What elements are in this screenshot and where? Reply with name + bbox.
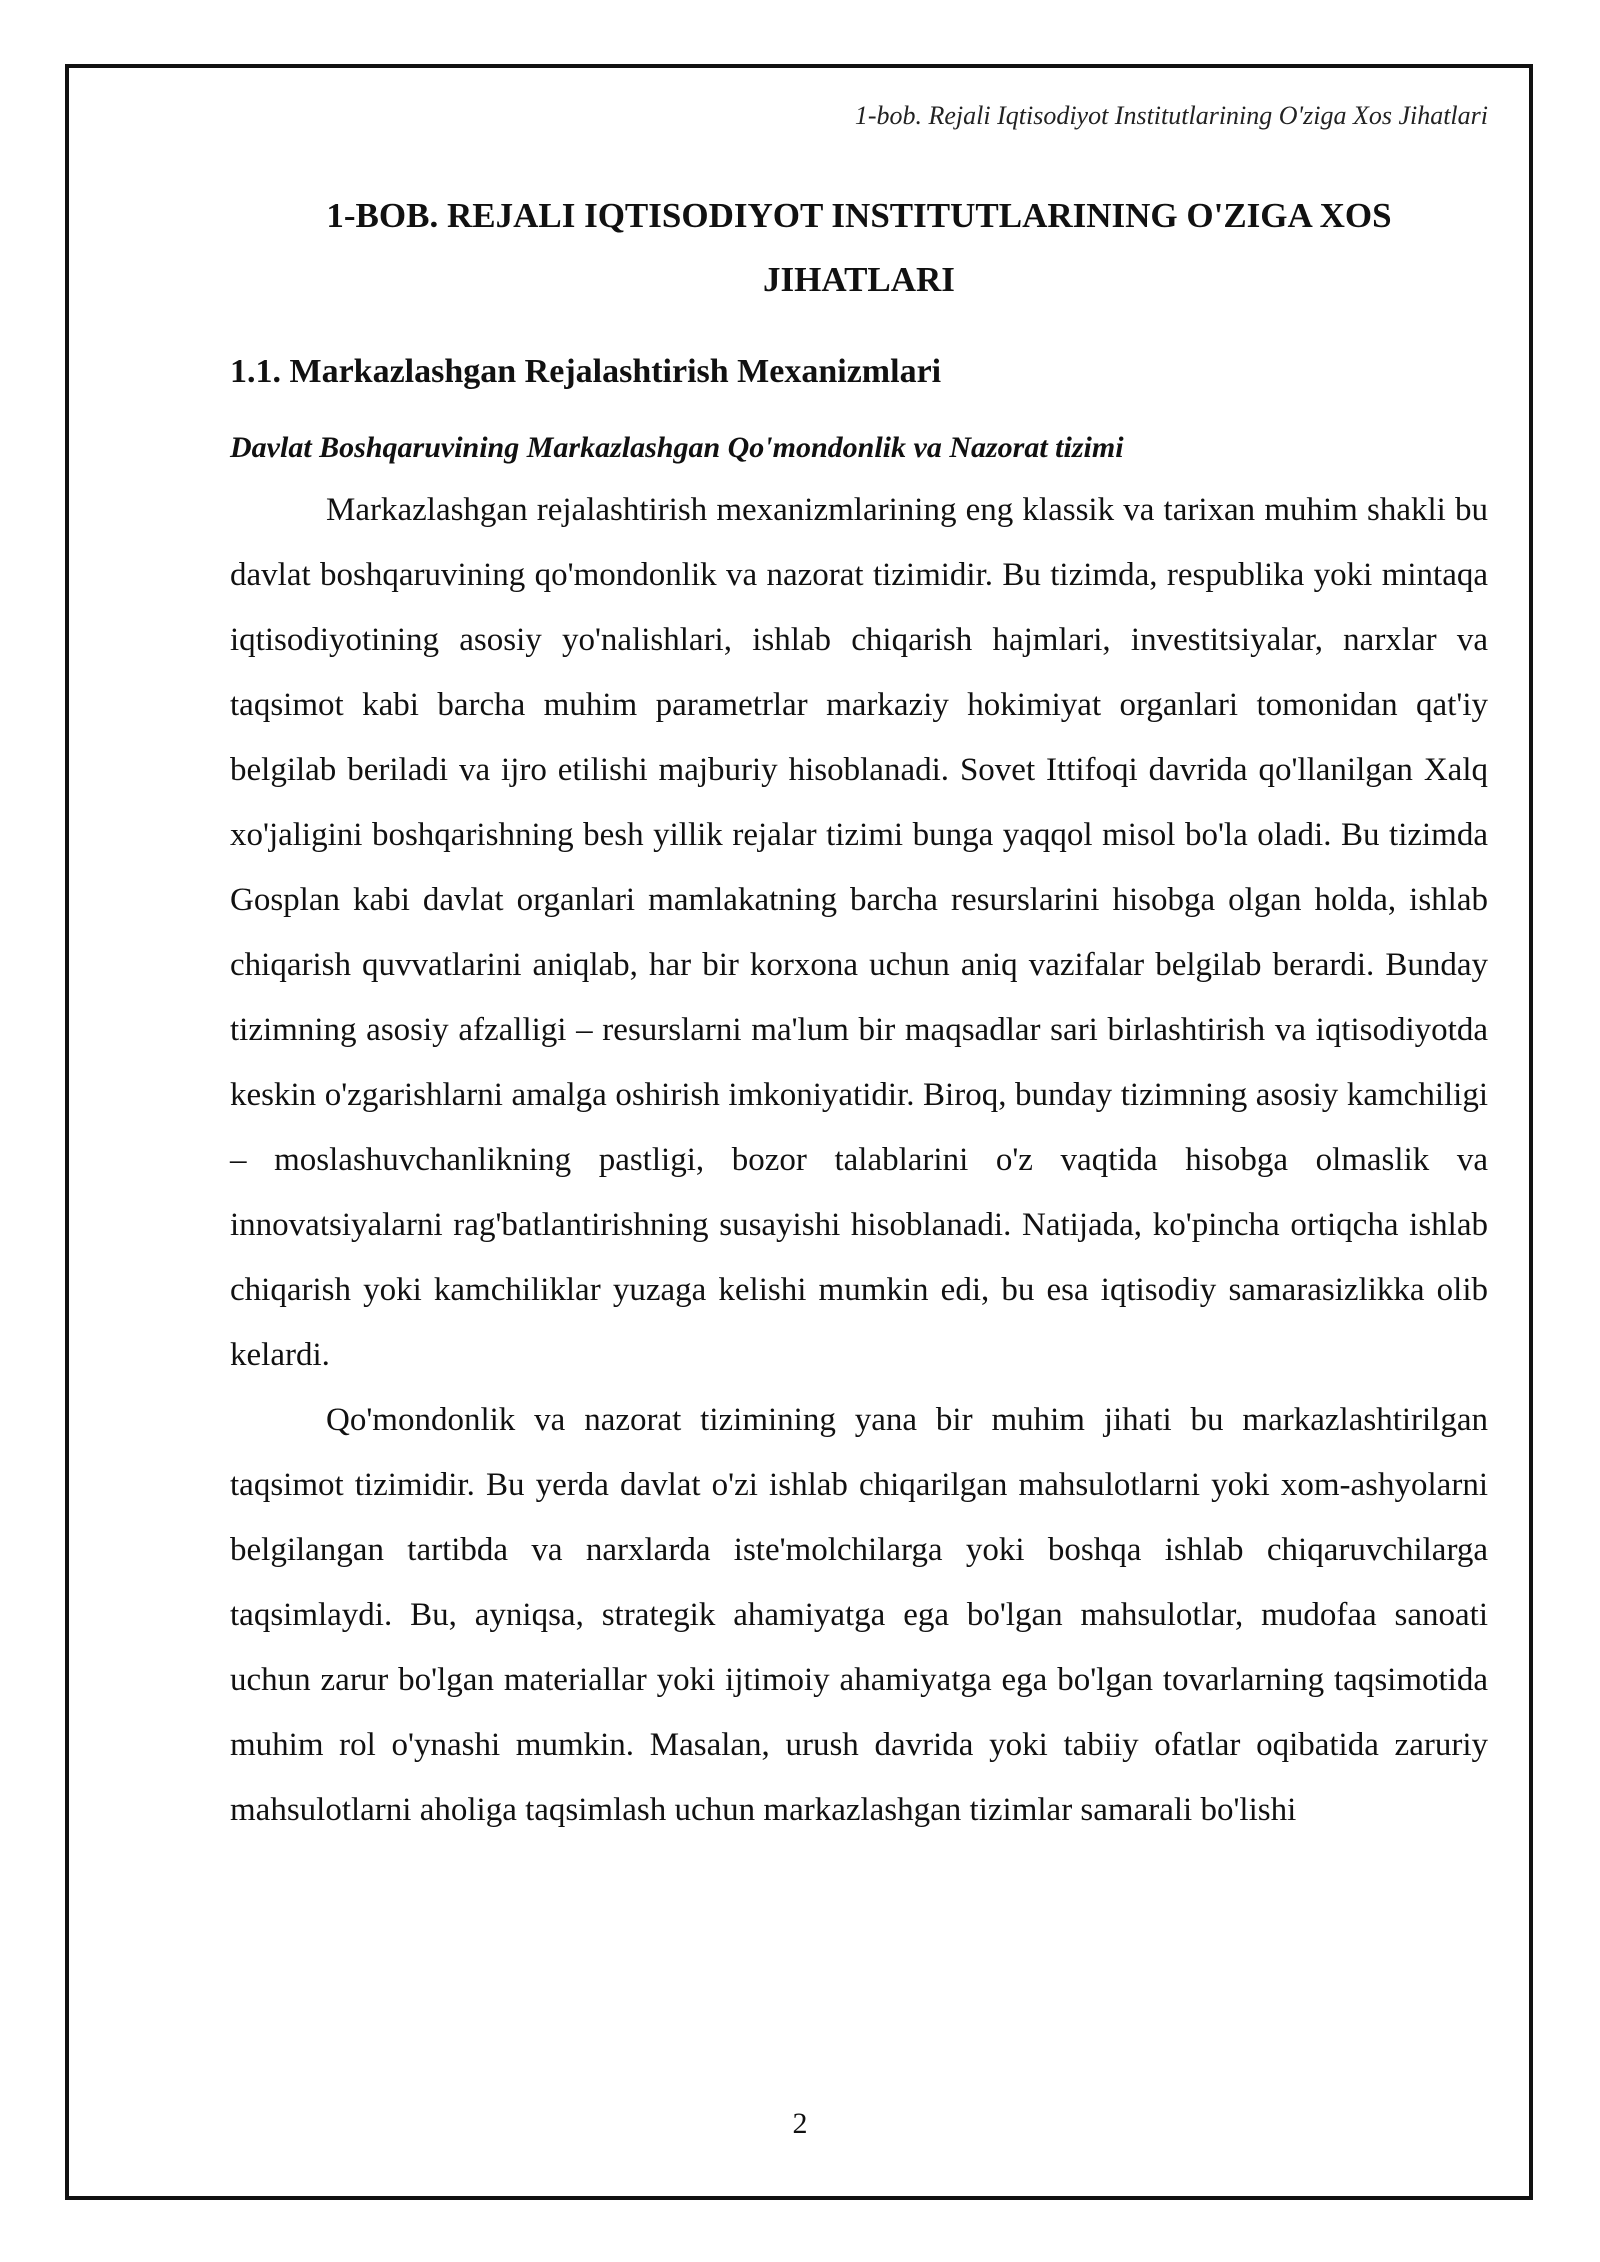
subsection-title: Davlat Boshqaruvining Markazlashgan Qo'mondonlik va Nazorat tizimi [230,431,1124,464]
page-body [230,184,1488,1843]
chapter-title-line-1: 1-BOB. REJALI IQTISODIYOT INSTITUTLARINING O'ZIGA XOS [326,196,1392,235]
chapter-title-line-2: JIHATLARI [763,260,955,299]
chapter-title [230,184,1488,312]
paragraph: Qo'mondonlik va nazorat tizimining yana bir muhim jihati bu markazlashtirilgan taqsimot tizimidir. Bu yerda davlat o'zi ishlab chiqarilgan mahsulotlarni yoki xom-ashyolarni belgilangan tartibda va narxlarda iste'molchilarga yoki boshqa ishlab chiqaruvchilarga taqsimlaydi. Bu, ayniqsa, strategik ahamiyatga ega bo'lgan mahsulotlar, mudofaa sanoati uchun zarur bo'lgan materiallar yoki ijtimoiy ahamiyatga ega bo'lgan tovarlarning taqsimotida muhim rol o'ynashi mumkin. Masalan, urush davrida yoki tabiiy ofatlar oqibatida zaruriy mahsulotlarni aholiga taqsimlash uchun markazlashgan tizimlar samarali bo'lishi [230,1402,1488,1828]
section-title: 1.1. Markazlashgan Rejalashtirish Mexanizmlari [230,353,942,390]
page-number: 2 [792,2107,808,2140]
running-header: 1-bob. Rejali Iqtisodiyot Institutlarining O'ziga Xos Jihatlari [854,101,1488,130]
paragraph: Markazlashgan rejalashtirish mexanizmlarining eng klassik va tarixan muhim shakli bu davlat boshqaruvining qo'mondonlik va nazorat tizimidir. Bu tizimda, respublika yoki mintaqa iqtisodiyotining asosiy yo'nalishlari, ishlab chiqarish hajmlari, investitsiyalar, narxlar va taqsimot kabi barcha muhim parametrlar markaziy hokimiyat organlari tomonidan qat'iy belgilab beriladi va ijro etilishi majburiy hisoblanadi. Sovet Ittifoqi davrida qo'llanilgan Xalq xo'jaligini boshqarishning besh yillik rejalar tizimi bunga yaqqol misol bo'la oladi. Bu tizimda Gosplan kabi davlat organlari mamlakatning barcha resurslarini hisobga olgan holda, ishlab chiqarish quvvatlarini aniqlab, har bir korxona uchun aniq vazifalar belgilab berardi. Bunday tizimning asosiy afzalligi – resurslarni ma'lum bir maqsadlar sari birlashtirish va iqtisodiyotda keskin o'zgarishlarni amalga oshirish imkoniyatidir. Biroq, bunday tizimning asosiy kamchiligi – moslashuvchanlikning pastligi, bozor talablarini o'z vaqtida hisobga olmaslik va innovatsiyalarni rag'batlantirishning susayishi hisoblanadi. Natijada, ko'pincha ortiqcha ishlab chiqarish yoki kamchiliklar yuzaga kelishi mumkin edi, bu esa iqtisodiy samarasizlikka olib kelardi. [230,492,1488,1373]
